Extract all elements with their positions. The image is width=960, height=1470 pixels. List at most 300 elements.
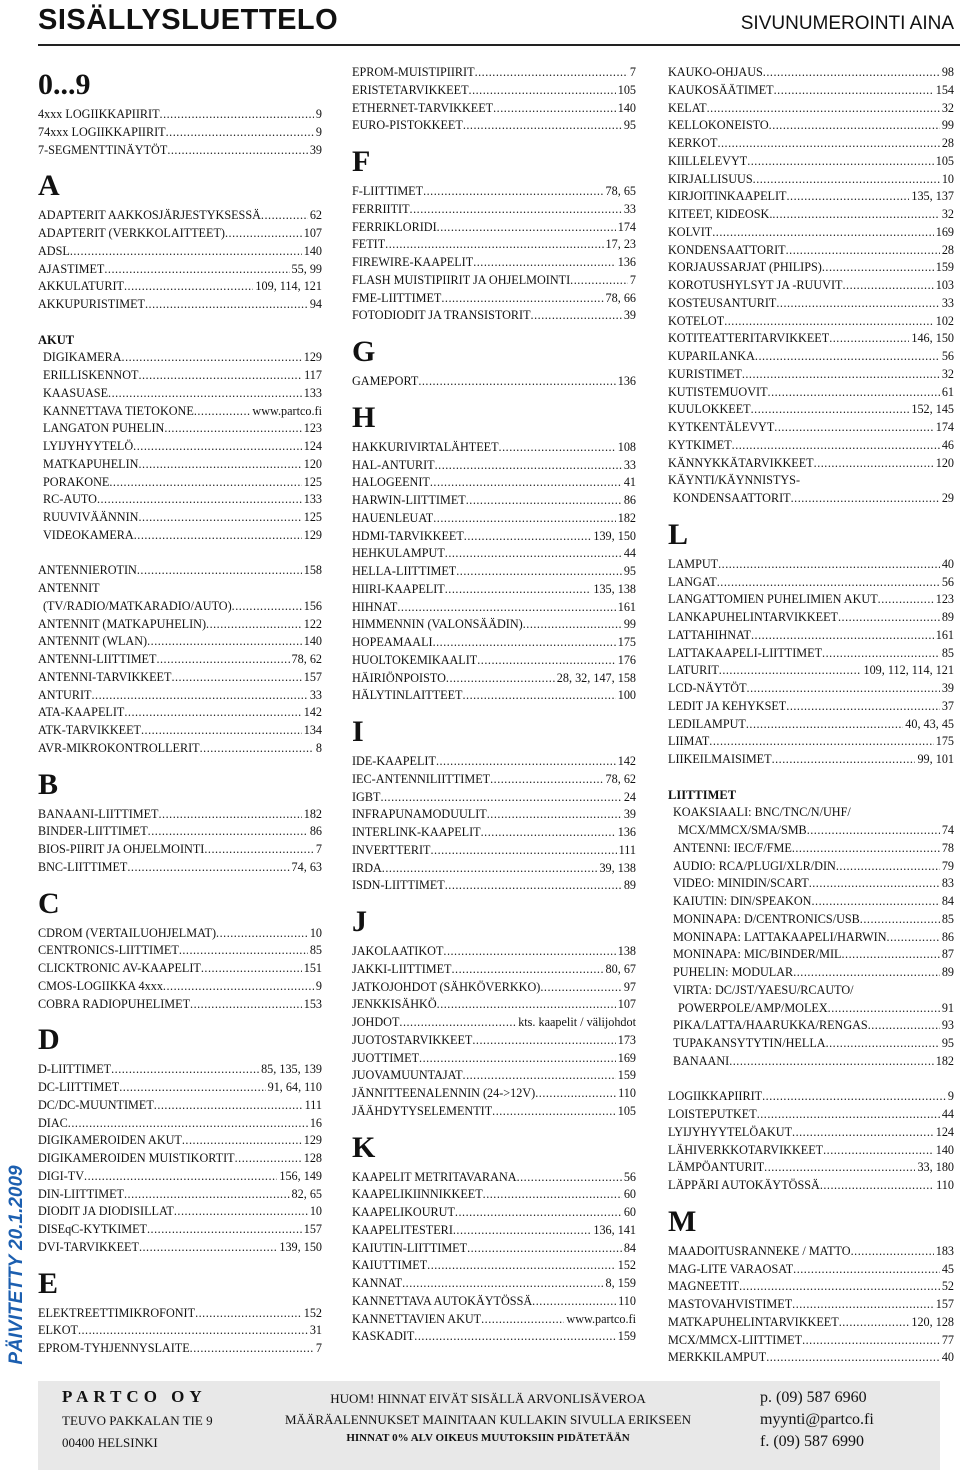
entry-label: (TV/RADIO/MATKARADIO/AUTO)	[43, 598, 232, 613]
dot-leader	[167, 142, 308, 160]
page-number: 10	[941, 171, 954, 186]
dot-leader	[712, 224, 933, 242]
index-entry	[668, 242, 954, 260]
page-number: 39	[623, 308, 636, 323]
dot-leader	[382, 860, 598, 878]
dot-leader	[786, 188, 909, 206]
page-number: 156	[303, 598, 322, 613]
page-number: 85	[309, 943, 322, 958]
page-number: 161	[935, 627, 954, 642]
index-entry	[38, 1340, 322, 1358]
index-entry	[38, 823, 322, 841]
entry-label: KAAPELITESTERI	[352, 1222, 453, 1237]
entry-label: KOTELOT	[668, 313, 725, 328]
entry-label: FLASH MUISTIPIIRIT JA OHJELMOINTI	[352, 272, 571, 287]
index-entry	[38, 1079, 322, 1097]
entry-label: KAAPELIKIINNIKKEET	[352, 1187, 483, 1202]
page-number: 152	[303, 1305, 322, 1320]
section-letter: I	[352, 715, 364, 748]
dot-leader	[467, 1240, 622, 1258]
entry-label: ANTENNI-TARVIKKEET	[38, 669, 172, 684]
entry-label: ADAPTERIT AAKKOSJÄRJESTYKSESSÄ	[38, 208, 261, 223]
dot-leader	[757, 1106, 940, 1124]
dot-leader	[137, 562, 302, 580]
dot-leader	[464, 528, 592, 546]
index-entry	[352, 457, 636, 475]
dot-leader	[147, 1221, 302, 1239]
dot-leader	[475, 64, 628, 82]
entry-label: BANAANI	[673, 1053, 730, 1068]
entry-label: HALOGEENIT	[352, 475, 430, 490]
dot-leader	[111, 1061, 259, 1079]
entry-label: KAIUTIN: DIN/SPEAKON	[673, 894, 812, 908]
page-number: 28	[941, 242, 954, 257]
page-number: 152, 145	[911, 402, 954, 417]
page-number: 105	[935, 153, 954, 168]
page-number: 41	[623, 475, 636, 490]
index-entry	[668, 911, 954, 929]
dot-leader	[839, 1314, 910, 1332]
page-number: 95	[623, 564, 636, 578]
index-entry	[668, 401, 954, 419]
dot-leader	[225, 225, 302, 243]
page-number: 176	[617, 652, 636, 667]
page-number: 159	[617, 1068, 636, 1083]
dot-leader	[138, 367, 302, 385]
dot-leader	[427, 1257, 616, 1275]
index-entry	[38, 740, 322, 758]
index-entry	[352, 860, 636, 878]
index-entry	[352, 1067, 636, 1085]
index-entry	[352, 272, 636, 290]
index-entry	[38, 207, 322, 225]
index-entry	[352, 634, 636, 652]
entry-label: DIAC	[38, 1115, 68, 1130]
entry-continued: KOAKSIAALI: BNC/TNC/N/UHF/	[673, 805, 851, 820]
index-entry	[352, 528, 636, 546]
index-entry	[668, 698, 954, 716]
entry-label: KANNETTAVA TIETOKONE	[43, 403, 194, 418]
index-entry	[668, 875, 954, 893]
entry-label: JUOTOSTARVIKKEET	[352, 1032, 473, 1047]
entry-label: FETIT	[352, 237, 386, 252]
page-number: 135, 137	[911, 189, 954, 204]
dot-leader	[235, 1150, 302, 1168]
entry-label: MCX/MMCX/SMA/SMB	[678, 823, 807, 837]
page-number: 29	[941, 491, 954, 505]
index-entry	[38, 474, 322, 492]
section-letter: 0...9	[38, 68, 91, 101]
index-entry	[38, 960, 322, 978]
dot-leader	[776, 295, 939, 313]
page-number: 136	[617, 825, 636, 839]
entry-label: MATKAPUHELIN	[43, 456, 139, 471]
index-entry	[38, 925, 322, 943]
entry-label: AUDIO: RCA/PLUGI/XLR/DIN	[673, 858, 836, 873]
dot-leader	[261, 207, 308, 225]
page-number: 32	[941, 207, 954, 221]
index-entry	[352, 1240, 636, 1258]
index-entry	[668, 313, 954, 331]
page-number: 182	[303, 806, 322, 821]
entry-label: 4xxx LOGIIKKAPIIRIT	[38, 107, 160, 121]
dot-leader	[753, 171, 940, 189]
dot-leader	[490, 771, 603, 789]
entry-label: HARWIN-LIITTIMET	[352, 493, 466, 507]
entry-label: HIHNAT	[352, 599, 398, 614]
page-number: 7	[315, 842, 322, 856]
dot-leader	[435, 457, 622, 475]
entry-label: KOLVIT	[668, 224, 713, 239]
entry-label: KASKADIT	[352, 1329, 415, 1344]
page-number: 136	[617, 374, 636, 388]
dot-leader	[814, 455, 934, 473]
index-entry	[352, 581, 636, 599]
index-entry	[352, 1204, 636, 1222]
index-entry	[352, 236, 636, 254]
dot-leader	[762, 1088, 946, 1106]
price-notes	[268, 1391, 708, 1444]
page-number: 16	[309, 1115, 322, 1130]
page-title: SISÄLLYSLUETTELO	[38, 4, 339, 36]
company-name: PARTCO OY	[62, 1387, 207, 1406]
page-number: 125	[303, 474, 322, 489]
entry-label: LANGAT	[668, 574, 717, 589]
dot-leader	[822, 259, 934, 277]
entry-label: KAIUTTIMET	[352, 1258, 428, 1273]
page-number: 107	[303, 226, 322, 240]
entry-label: JOHDOT	[352, 1015, 400, 1029]
page-number: 174	[935, 420, 954, 434]
dot-leader	[423, 183, 603, 201]
dot-leader	[469, 82, 616, 100]
index-entry	[352, 219, 636, 237]
index-entry	[668, 1106, 954, 1124]
dot-leader	[466, 492, 622, 510]
dot-leader	[437, 219, 616, 237]
index-entry	[352, 943, 636, 961]
dot-leader	[499, 439, 616, 457]
entry-label: INFRAPUNAMODUULIT	[352, 807, 487, 822]
page-number: 17, 23	[605, 237, 636, 252]
entry-label: AKKUPURISTIMET	[38, 297, 145, 311]
entry-label: AVR-MIKROKONTROLLERIT	[38, 740, 200, 755]
page-number: 175	[617, 635, 636, 649]
page-number: 24	[623, 789, 636, 804]
page-number: 120	[303, 456, 322, 471]
page-number: 133	[303, 385, 322, 400]
entry-label: KAIUTIN-LIITTIMET	[352, 1240, 468, 1255]
entry-label: LÄPPÄRI AUTOKÄYTÖSSÄ	[668, 1178, 820, 1192]
entry-label: DC-LIITTIMET	[38, 1080, 120, 1094]
index-entry	[668, 1035, 954, 1053]
index-entry	[352, 599, 636, 617]
page-number: 10	[309, 925, 322, 940]
dot-leader	[768, 384, 940, 402]
index-entry	[668, 259, 954, 277]
dot-leader	[724, 313, 934, 331]
index-entry	[352, 961, 636, 979]
dot-leader	[709, 733, 933, 751]
index-entry	[352, 1275, 636, 1293]
index-entry	[38, 420, 322, 438]
entry-label: MONINAPA: LATTAKAAPELI/HARWIN	[673, 929, 887, 944]
entry-label: KONDENSAATTORIT	[668, 242, 786, 257]
index-entry	[668, 1177, 954, 1195]
index-entry	[38, 978, 322, 996]
page-number: 124	[303, 439, 322, 453]
entry-label: IDE-KAAPELIT	[352, 754, 436, 768]
entry-label: LYIJYHYYTELÖAKUT	[668, 1124, 793, 1139]
page-number: 80, 67	[605, 961, 636, 976]
entry-label: KAASUASE	[43, 385, 109, 400]
entry-label: JUOTTIMET	[352, 1050, 420, 1065]
entry-label: KUPARILANKA	[668, 349, 755, 363]
index-entry	[38, 1115, 322, 1133]
entry-label: LYIJYHYYTELÖ	[43, 439, 134, 453]
index-entry	[352, 1311, 636, 1329]
index-entry	[668, 645, 954, 663]
index-entry	[668, 609, 954, 627]
dot-leader	[430, 474, 622, 492]
index-entry	[38, 1150, 322, 1168]
entry-label: LÄMPÖANTURIT	[668, 1160, 765, 1175]
index-entry	[38, 438, 322, 456]
page-number: 78, 66	[605, 290, 636, 305]
dot-leader	[232, 598, 302, 616]
index-entry	[668, 419, 954, 437]
dot-leader	[792, 840, 940, 858]
page-number: 133	[303, 492, 322, 507]
page-number: 52	[941, 1279, 954, 1294]
index-entry	[38, 651, 322, 669]
page-number: 86	[941, 929, 954, 944]
entry-label: AJASTIMET	[38, 261, 105, 276]
dot-leader	[182, 1132, 302, 1150]
page-number: 45	[941, 1261, 954, 1276]
entry-label: HÄIRIÖNPOISTO	[352, 670, 446, 685]
page-number: 40	[941, 556, 954, 571]
page-number: 129	[303, 350, 322, 365]
index-entry	[352, 979, 636, 997]
page-number: 28	[941, 136, 954, 150]
dot-leader	[774, 82, 934, 100]
index-entry	[668, 556, 954, 574]
index-entry	[668, 153, 954, 171]
entry-label: KANNETTAVA AUTOKÄYTÖSSÄ	[352, 1293, 533, 1308]
header-rule	[38, 44, 960, 46]
page-number: 40, 43, 45	[905, 716, 954, 731]
page-number: 134	[303, 723, 322, 737]
index-entry	[668, 946, 954, 964]
index-entry	[38, 722, 322, 740]
entry-label: DIGI-TV	[38, 1168, 85, 1183]
entry-label: KAAPELIKOURUT	[352, 1205, 455, 1219]
entry-label: ELKOT	[38, 1323, 78, 1338]
entry-continued: VIRTA: DC/JST/YAESU/RCAUTO/	[673, 982, 854, 997]
index-entry	[38, 598, 322, 616]
index-entry	[352, 652, 636, 670]
page-number: 85, 135, 139	[261, 1062, 322, 1077]
page-number: 99	[623, 617, 636, 632]
entry-label: KAUKO-OHJAUS	[668, 65, 763, 79]
entry-label: INTERLINK-KAAPELIT	[352, 825, 481, 839]
dot-leader	[139, 1239, 277, 1257]
page-number: 32	[941, 366, 954, 381]
index-entry	[668, 224, 954, 242]
dot-leader	[463, 117, 622, 135]
dot-leader	[826, 1035, 940, 1053]
index-entry	[38, 633, 322, 651]
entry-label: KUTISTEMUOVIT	[668, 384, 768, 399]
page-number: 117	[304, 368, 322, 382]
index-entry	[352, 373, 636, 391]
page-number: 151	[303, 961, 322, 975]
page-number: 9	[315, 107, 322, 121]
index-entry	[352, 492, 636, 510]
entry-label: LEDIT JA KEHYKSET	[668, 698, 787, 713]
dot-leader	[443, 943, 615, 961]
index-entry	[352, 254, 636, 272]
page-number: 139, 150	[593, 528, 636, 543]
entry-label: KIILLELEVYT	[668, 153, 748, 168]
index-entry	[38, 1132, 322, 1150]
dot-leader	[772, 206, 939, 224]
dot-leader	[119, 1079, 265, 1097]
spacer	[668, 1071, 954, 1089]
entry-label: ANTENNIEROTIN	[38, 563, 137, 578]
entry-label: LIIMAT	[668, 734, 710, 749]
index-entry	[38, 142, 322, 160]
section-letter: G	[352, 335, 376, 368]
page-number: 98	[941, 65, 954, 79]
index-entry	[668, 188, 954, 206]
dot-leader	[419, 1050, 616, 1068]
dot-leader	[477, 652, 615, 670]
dot-leader	[493, 100, 616, 118]
entry-label: HIIRI-KAAPELIT	[352, 581, 445, 596]
index-entry	[668, 627, 954, 645]
index-entry	[38, 1097, 322, 1115]
page-number: 120, 128	[911, 1314, 954, 1329]
index-entry	[38, 1239, 322, 1257]
page-number: 56	[941, 574, 954, 589]
entry-label: MASTOVAHVISTIMET	[668, 1297, 793, 1311]
dot-leader	[147, 633, 302, 651]
page-number: 110	[618, 1086, 636, 1100]
index-entry	[38, 403, 322, 421]
entry-label: DC/DC-MUUNTIMET	[38, 1097, 154, 1112]
dot-leader	[122, 349, 302, 367]
index-entry	[352, 563, 636, 581]
dot-leader	[791, 490, 940, 508]
dot-leader	[127, 859, 289, 877]
entry-label: MONINAPA: MIC/BINDER/MIL	[673, 947, 842, 962]
page-number: 78	[941, 840, 954, 855]
entry-label: KELLOKONEISTO	[668, 118, 769, 133]
page-number: 169	[617, 1050, 636, 1065]
page-number: 31	[309, 1323, 322, 1338]
index-entry	[668, 1017, 954, 1035]
dot-leader	[134, 527, 302, 545]
entry-label: MAGNEETIT	[668, 1279, 740, 1294]
index-entry	[38, 996, 322, 1014]
dot-leader	[535, 1085, 616, 1103]
index-entry	[38, 385, 322, 403]
index-column-1	[38, 64, 322, 1358]
entry-label: HUOLTOKEMIKAALIT	[352, 652, 478, 667]
entry-label: KOTITEATTERITARVIKKEET	[668, 331, 830, 346]
entry-label: FOTODIODIT JA TRANSISTORIT	[352, 308, 531, 323]
index-entry	[38, 562, 322, 580]
dot-leader	[766, 1349, 940, 1367]
entry-label: LAMPUT	[668, 556, 719, 571]
page-number: 39	[309, 142, 322, 157]
dot-leader	[774, 419, 933, 437]
entry-label: ATK-TARVIKKEET	[38, 723, 141, 737]
page-number: 56	[623, 1169, 636, 1184]
entry-label: KONDENSAATTORIT	[673, 491, 791, 505]
price-change-note: HINNAT 0% ALV OIKEUS MUUTOKSIIN PIDÄTETÄÄN	[346, 1432, 630, 1444]
page-number: 146, 150	[911, 331, 954, 346]
section-letter: E	[38, 1266, 59, 1300]
page-number: 109, 114, 121	[255, 279, 322, 294]
entry-label: KUULOKKEET	[668, 402, 751, 417]
dot-leader	[91, 687, 307, 705]
index-entry	[352, 670, 636, 688]
index-entry	[352, 877, 636, 895]
section-letter: C	[38, 886, 60, 920]
dot-leader	[842, 277, 933, 295]
entry-label: LEDILAMPUT	[668, 716, 746, 731]
index-entry	[668, 840, 954, 858]
page-number: 142	[617, 754, 636, 768]
page-number: 99	[941, 118, 954, 133]
dot-leader	[141, 722, 302, 740]
dot-leader	[159, 806, 302, 824]
page-number: 182	[935, 1053, 954, 1068]
page-number: 33	[623, 201, 636, 216]
dot-leader	[492, 1103, 616, 1121]
page-number: 32	[941, 100, 954, 115]
entry-label: LATURIT	[668, 663, 719, 678]
dot-leader	[166, 124, 314, 142]
contact-block	[760, 1387, 920, 1453]
entry-label: ANTENNI-LIITTIMET	[38, 652, 157, 666]
index-entry	[38, 1322, 322, 1340]
index-entry	[668, 348, 954, 366]
entry-label: JÄNNITTEENALENNIN (24->12V)	[352, 1086, 536, 1100]
entry-label: 7-SEGMENTTINÄYTÖT	[38, 142, 168, 157]
index-entry	[38, 106, 322, 124]
dot-leader	[822, 645, 940, 663]
entry-label: JUOVAMUUNTAJAT	[352, 1068, 463, 1083]
dot-leader	[397, 599, 615, 617]
index-entry	[668, 1000, 954, 1018]
page-number: 156, 149	[279, 1168, 322, 1183]
dot-leader	[385, 236, 603, 254]
dot-leader	[707, 100, 940, 118]
dot-leader	[97, 491, 302, 509]
index-entry	[668, 366, 954, 384]
entry-label: IRDA	[352, 860, 382, 875]
page-number: 103	[935, 278, 954, 292]
page-number: 105	[617, 1103, 636, 1118]
page-number: 79	[941, 858, 954, 873]
dot-leader	[446, 670, 555, 688]
entry-label: JATKOJOHDOT (SÄHKÖVERKKO)	[352, 979, 541, 994]
entry-label: DIGIKAMEROIDEN AKUT	[38, 1133, 182, 1148]
